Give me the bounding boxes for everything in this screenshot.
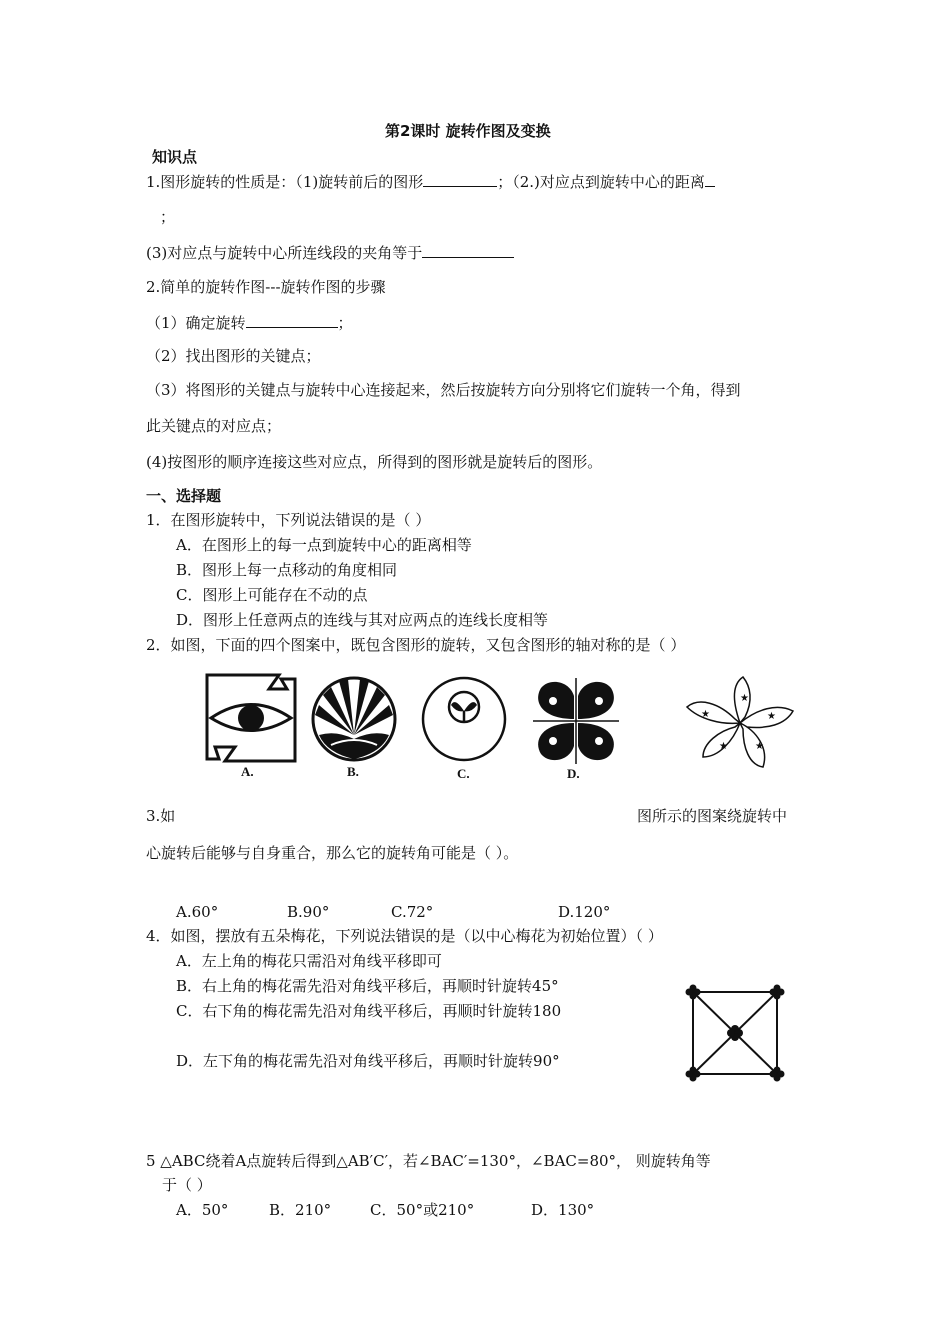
q2-stem: 2．如图，下面的四个图案中，既包含图形的旋转，又包含图形的轴对称的是（ ） [146, 636, 686, 654]
q1-option-d[interactable]: D．图形上任意两点的连线与其对应两点的连线长度相等 [176, 611, 549, 629]
figure-b-label: B. [347, 764, 359, 779]
k2-step1 [146, 312, 353, 333]
q4-option-a[interactable]: A．左上角的梅花只需沿对角线平移即可 [176, 952, 442, 970]
figure-b [311, 675, 397, 763]
k1-text-a: 1.图形旋转的性质是：（1)旋转前后的图形 [146, 173, 424, 191]
k2-step3b: 此关键点的对应点； [146, 417, 282, 435]
q3-option-c[interactable]: C.72° [391, 903, 434, 921]
blank-4[interactable] [246, 312, 338, 328]
svg-text:★: ★ [719, 741, 728, 752]
q3-stem-a: 3.如 [146, 807, 176, 825]
blank-2[interactable] [705, 171, 715, 187]
blank-3[interactable] [422, 242, 514, 258]
q5-stem-b: 于（ ） [162, 1176, 212, 1194]
svg-text:★: ★ [740, 693, 749, 704]
q5-option-c[interactable]: C．50°或210° [370, 1201, 475, 1219]
q5-option-b[interactable]: B．210° [269, 1201, 332, 1219]
figure-d [531, 676, 621, 766]
q4-option-d[interactable]: D．左下角的梅花需先沿对角线平移后，再顺时针旋转90° [176, 1052, 560, 1070]
k1-line3 [146, 242, 514, 263]
section-heading: 一、选择题 [146, 487, 222, 505]
q4-stem: 4．如图，摆放有五朵梅花，下列说法错误的是（以中心梅花为初始位置）（ ） [146, 927, 663, 945]
plum-blossom-figure [682, 981, 788, 1083]
q3-option-d[interactable]: D.120° [558, 903, 611, 921]
figure-a-label: A. [241, 764, 254, 779]
svg-text:★: ★ [701, 709, 710, 720]
q4-option-b[interactable]: B．右上角的梅花需先沿对角线平移后，再顺时针旋转45° [176, 977, 559, 995]
q3-stem-c: 心旋转后能够与自身重合，那么它的旋转角可能是（ ）。 [146, 844, 519, 862]
q1-option-b[interactable]: B．图形上每一点移动的角度相同 [176, 561, 398, 579]
svg-text:★: ★ [767, 711, 776, 722]
k2-step3a: （3）将图形的关键点与旋转中心连接起来，然后按旋转方向分别将它们旋转一个角，得到 [146, 381, 741, 399]
figure-a [205, 673, 297, 763]
svg-text:★: ★ [755, 741, 764, 752]
k2-step2: （2）找出图形的关键点； [146, 347, 321, 365]
figure-d-label: D. [567, 766, 580, 781]
q4-option-c[interactable]: C．右下角的梅花需先沿对角线平移后，再顺时针旋转180 [176, 1002, 562, 1020]
k1-line1 [146, 171, 715, 192]
k2-heading: 2.简单的旋转作图---旋转作图的步骤 [146, 278, 386, 296]
figure-c [421, 675, 507, 763]
q1-stem: 1．在图形旋转中，下列说法错误的是（ ） [146, 511, 431, 529]
q1-option-c[interactable]: C．图形上可能存在不动的点 [176, 586, 368, 604]
knowledge-heading: 知识点 [152, 148, 198, 166]
q1-option-a[interactable]: A．在图形上的每一点到旋转中心的距离相等 [176, 536, 472, 554]
q5-stem-a: 5 △ABC绕着A点旋转后得到△AB′C′，若∠BAC′=130°，∠BAC=80°， 则旋转角等 [146, 1152, 711, 1170]
k2-step4: (4)按图形的顺序连接这些对应点，所得到的图形就是旋转后的图形。 [146, 453, 603, 471]
bauhinia-figure [681, 673, 799, 775]
q5-option-d[interactable]: D．130° [531, 1201, 595, 1219]
k1-text-d: (3)对应点与旋转中心所连线段的夹角等于 [146, 244, 423, 262]
q3-option-a[interactable]: A.60° [176, 903, 219, 921]
figure-c-label: C. [457, 766, 470, 781]
k1-text-b: ；（2.)对应点到旋转中心的距离 [497, 173, 705, 191]
k2-s1-a: （1）确定旋转 [146, 314, 246, 332]
k2-s1-b: ； [337, 314, 353, 332]
k1-text-c: ； [160, 208, 176, 226]
blank-1[interactable] [423, 171, 497, 187]
page-title: 第2课时 旋转作图及变换 [385, 122, 551, 140]
q3-option-b[interactable]: B.90° [287, 903, 330, 921]
q5-option-a[interactable]: A．50° [176, 1201, 229, 1219]
q3-stem-b: 图所示的图案绕旋转中 [637, 807, 788, 825]
